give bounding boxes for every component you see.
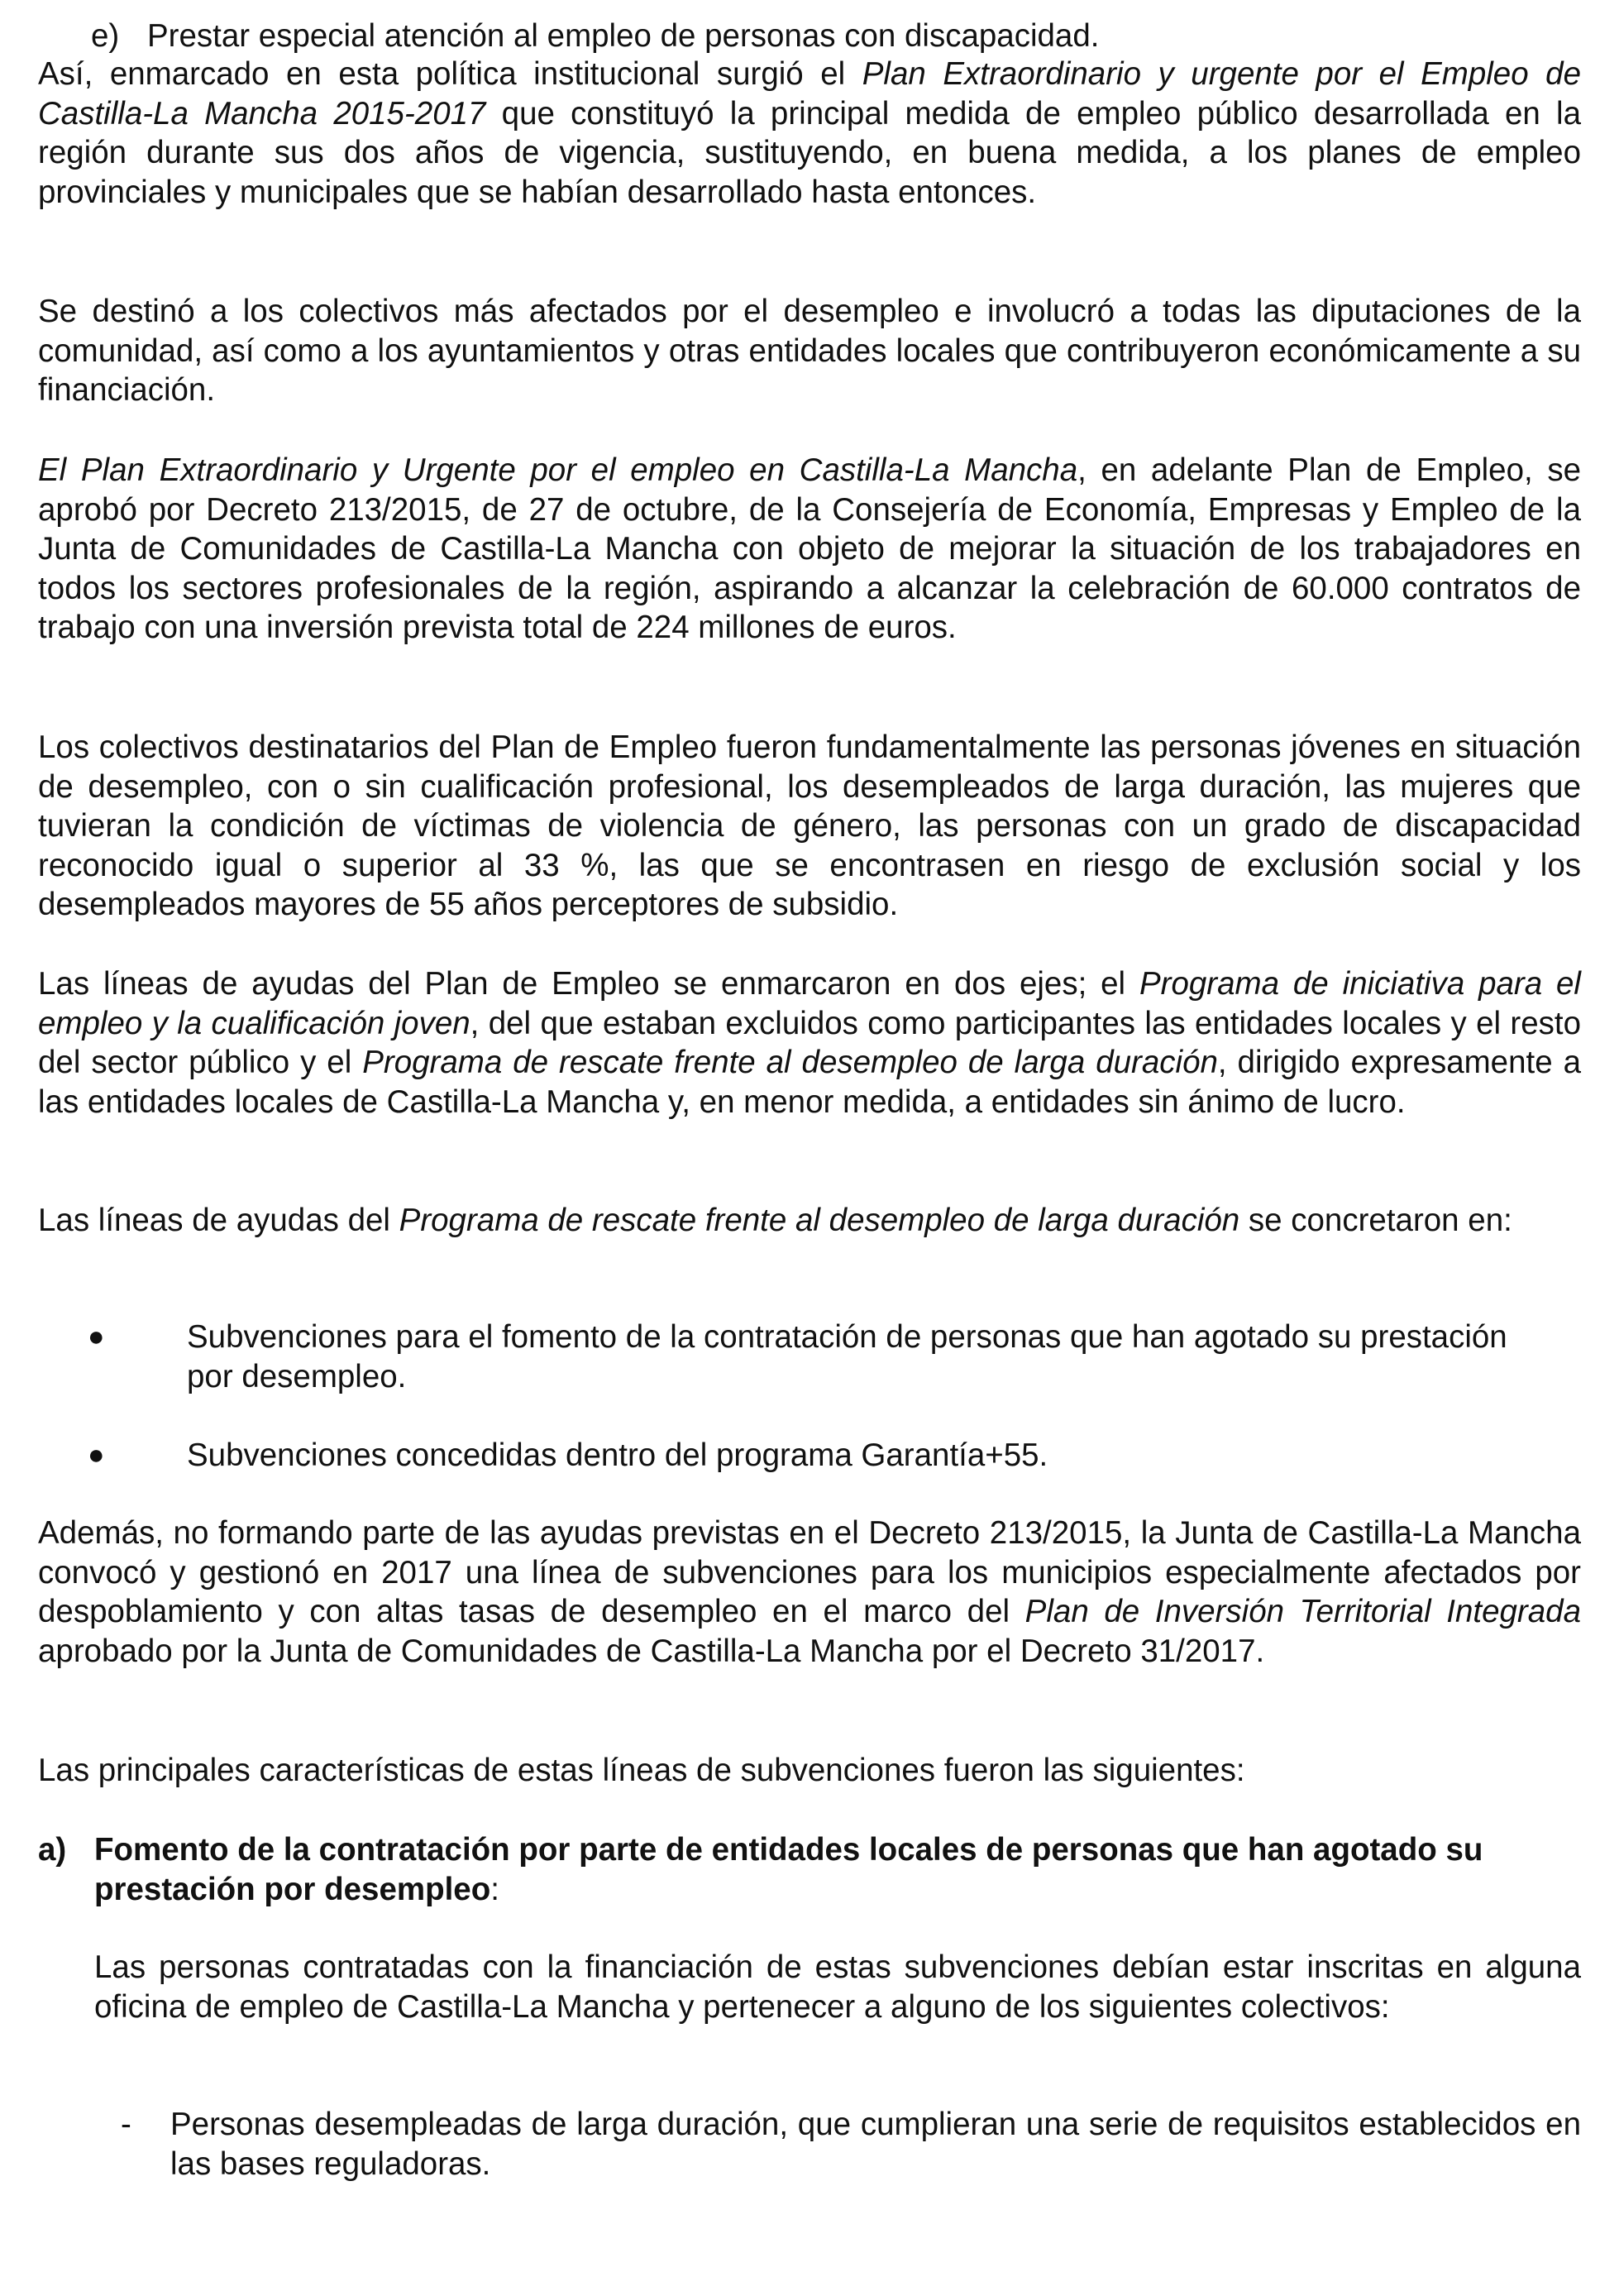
list-item-heading: Fomento de la contratación por parte de entidades locales de personas que han agotado su prestación por desempleo:	[94, 1832, 1483, 1907]
bullet-text: Subvenciones para el fomento de la contratación de personas que han agotado su prestación por desempleo.	[187, 1319, 1507, 1394]
bullet-icon: ●	[88, 1321, 105, 1352]
bullet-icon: ●	[88, 1439, 105, 1471]
list-item-label: e)	[91, 18, 120, 54]
bullet-text: Subvenciones concedidas dentro del programa Garantía+55.	[187, 1437, 1048, 1473]
paragraph-territorial-plan: Además, no formando parte de las ayudas previstas en el Decreto 213/2015, la Junta de Castilla-La Mancha convocó y gestionó en 2017 una línea de subvenciones para los municipios especialmente afectados por despoblamiento y con altas tasas de desempleo en el marco del Plan de Inversión Territorial Integrada aprobado por la Junta de Comunidades de Castilla-La Mancha por el Decreto 31/2017.	[38, 1515, 1581, 1669]
plan-title-italic: Plan Extraordinario y urgente por el Empleo de Castilla-La Mancha 2015-2017	[38, 56, 1581, 132]
dash-marker: -	[121, 2107, 131, 2142]
paragraph-characteristics: Las principales características de estas líneas de subvenciones fueron las siguientes:	[38, 1753, 1245, 1788]
paragraph-plan-approval: El Plan Extraordinario y Urgente por el empleo en Castilla-La Mancha, en adelante Plan de Empleo, se aprobó por Decreto 213/2015, de 27 de octubre, de la Consejería de Economía, Empresas y Empleo de la Junta de Comunidades de Castilla-La Mancha con objeto de mejorar la situación de los trabajadores en todos los sectores profesionales de la región, aspirando a alcanzar la celebración de 60.000 contratos de trabajo con una inversión prevista total de 224 millones de euros.	[38, 452, 1581, 645]
paragraph-aid-lines: Las líneas de ayudas del Plan de Empleo se enmarcaron en dos ejes; el Programa de iniciativa para el empleo y la cualificación joven, del que estaban excluidos como participantes las entidades locales y el resto del sector público y el Programa de rescate frente al desempleo de larga duración, dirigido expresamente a las entidades locales de Castilla-La Mancha y, en menor medida, a entidades sin ánimo de lucro.	[38, 966, 1581, 1120]
paragraph-beneficiaries: Los colectivos destinatarios del Plan de Empleo fueron fundamentalmente las personas jóvenes en situación de desempleo, con o sin cualificación profesional, los desempleados de larga duración, las mujeres que tuvieran la condición de víctimas de violencia de género, las personas con un grado de discapacidad reconocido igual o superior al 33 %, las que se encontrasen en riesgo de exclusión social y los desempleados mayores de 55 años perceptores de subsidio.	[38, 729, 1581, 922]
paragraph-rescue-program: Las líneas de ayudas del Programa de rescate frente al desempleo de larga duración se concretaron en:	[38, 1203, 1512, 1238]
list-item-text: Prestar especial atención al empleo de personas con discapacidad.	[147, 18, 1100, 54]
paragraph-plan-origin: Así, enmarcado en esta política institucional surgió el Plan Extraordinario y urgente por el Empleo de Castilla-La Mancha 2015-2017 que constituyó la principal medida de empleo público desarrollada en la región durante sus dos años de vigencia, sustituyendo, en buena medida, a los planes de empleo provinciales y municipales que se habían desarrollado hasta entonces.	[38, 56, 1581, 210]
list-item-label: a)	[38, 1832, 67, 1868]
paragraph-target-groups-intro: Se destinó a los colectivos más afectados por el desempleo e involucró a todas las diputaciones de la comunidad, así como a los ayuntamientos y otras entidades locales que contribuyeron económicamente a su financiación.	[38, 294, 1581, 408]
dash-item-text: Personas desempleadas de larga duración, que cumplieran una serie de requisitos establecidos en las bases reguladoras.	[170, 2107, 1581, 2182]
paragraph-contracted-persons: Las personas contratadas con la financiación de estas subvenciones debían estar inscritas en alguna oficina de empleo de Castilla-La Mancha y pertenecer a alguno de los siguientes colectivos:	[94, 1949, 1581, 2025]
